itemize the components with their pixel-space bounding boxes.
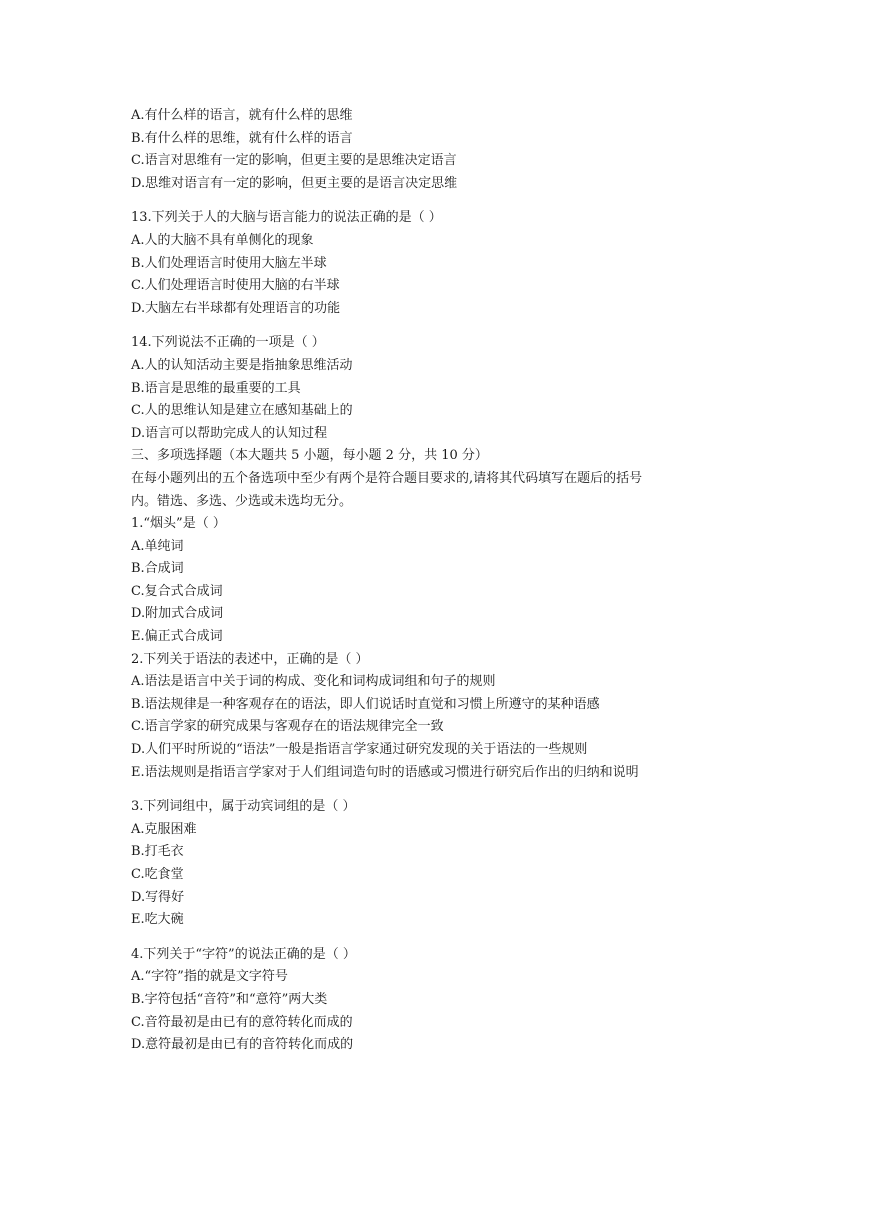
option-text: A.克服困难 xyxy=(131,821,197,837)
option-text: B.字符包括“音符”和“意符”两大类 xyxy=(131,991,328,1007)
question-stem: 3.下列词组中，属于动宾词组的是（ ） xyxy=(131,799,356,815)
option-text: A.单纯词 xyxy=(131,538,184,554)
option-text: B.有什么样的思维，就有什么样的语言 xyxy=(131,130,353,146)
question-12-options xyxy=(131,105,751,195)
option-text: B.人们处理语言时使用大脑左半球 xyxy=(131,255,327,271)
spacer xyxy=(131,320,751,332)
section-3-header xyxy=(131,445,751,513)
option-text: D.附加式合成词 xyxy=(131,606,224,622)
option-text: B.语言是思维的最重要的工具 xyxy=(131,380,301,396)
option-text: C.复合式合成词 xyxy=(131,583,223,599)
option-text: E.语法规则是指语言学家对于人们组词造句时的语感或习惯进行研究后作出的归纳和说明 xyxy=(131,764,639,780)
option-text: A.人的大脑不具有单侧化的现象 xyxy=(131,232,314,248)
multi-question-3 xyxy=(131,796,751,932)
option-text: B.打毛衣 xyxy=(131,844,184,860)
section-title: 三、多项选择题（本大题共 5 小题，每小题 2 分，共 10 分） xyxy=(131,448,488,464)
question-14 xyxy=(131,332,751,445)
option-text: C.语言学家的研究成果与客观存在的语法规律完全一致 xyxy=(131,719,444,735)
section-instruction-line-2: 内。错选、多选、少选或未选均无分。 xyxy=(131,493,353,509)
question-stem: 4.下列关于“字符”的说法正确的是（ ） xyxy=(131,946,356,962)
document-body xyxy=(131,105,751,1057)
multi-question-1 xyxy=(131,513,751,649)
option-text: C.吃食堂 xyxy=(131,867,184,882)
multi-question-4 xyxy=(131,944,751,1057)
option-text: A.“字符”指的就是文字符号 xyxy=(131,969,288,985)
option-text: C.语言对思维有一定的影响，但更主要的是思维决定语言 xyxy=(131,153,457,169)
option-text: E.吃大碗 xyxy=(131,912,184,928)
question-stem: 1.“烟头”是（ ） xyxy=(131,516,226,532)
option-text: A.人的认知活动主要是指抽象思维活动 xyxy=(131,357,353,373)
option-text: D.人们平时所说的“语法”一般是指语言学家通过研究发现的关于语法的一些规则 xyxy=(131,742,588,758)
spacer xyxy=(131,195,751,207)
option-text: C.音符最初是由已有的意符转化而成的 xyxy=(131,1014,353,1030)
section-instruction-line-1: 在每小题列出的五个备选项中至少有两个是符合题目要求的,请将其代码填写在题后的括号 xyxy=(131,470,643,486)
spacer xyxy=(131,784,751,796)
spacer xyxy=(131,932,751,944)
option-text: D.大脑左右半球都有处理语言的功能 xyxy=(131,300,341,316)
option-text: C.人们处理语言时使用大脑的右半球 xyxy=(131,278,340,294)
option-text: D.写得好 xyxy=(131,889,185,905)
option-text: B.语法规律是一种客观存在的语法，即人们说话时直觉和习惯上所遵守的某种语感 xyxy=(131,696,600,712)
question-13 xyxy=(131,207,751,320)
option-text: D.意符最初是由已有的音符转化而成的 xyxy=(131,1037,354,1053)
option-text: C.人的思维认知是建立在感知基础上的 xyxy=(131,403,353,419)
option-text: A.语法是语言中关于词的构成、变化和词构成词组和句子的规则 xyxy=(131,674,496,690)
multi-question-2 xyxy=(131,649,751,785)
question-stem: 2.下列关于语法的表述中，正确的是（ ） xyxy=(131,651,369,667)
option-text: B.合成词 xyxy=(131,561,184,577)
option-text: E.偏正式合成词 xyxy=(131,629,223,645)
question-stem: 13.下列关于人的大脑与语言能力的说法正确的是（ ） xyxy=(131,210,442,226)
question-stem: 14.下列说法不正确的一项是（ ） xyxy=(131,335,325,351)
option-text: D.思维对语言有一定的影响，但更主要的是语言决定思维 xyxy=(131,175,458,191)
option-text: D.语言可以帮助完成人的认知过程 xyxy=(131,425,328,441)
option-text: A.有什么样的语言，就有什么样的思维 xyxy=(131,108,353,123)
